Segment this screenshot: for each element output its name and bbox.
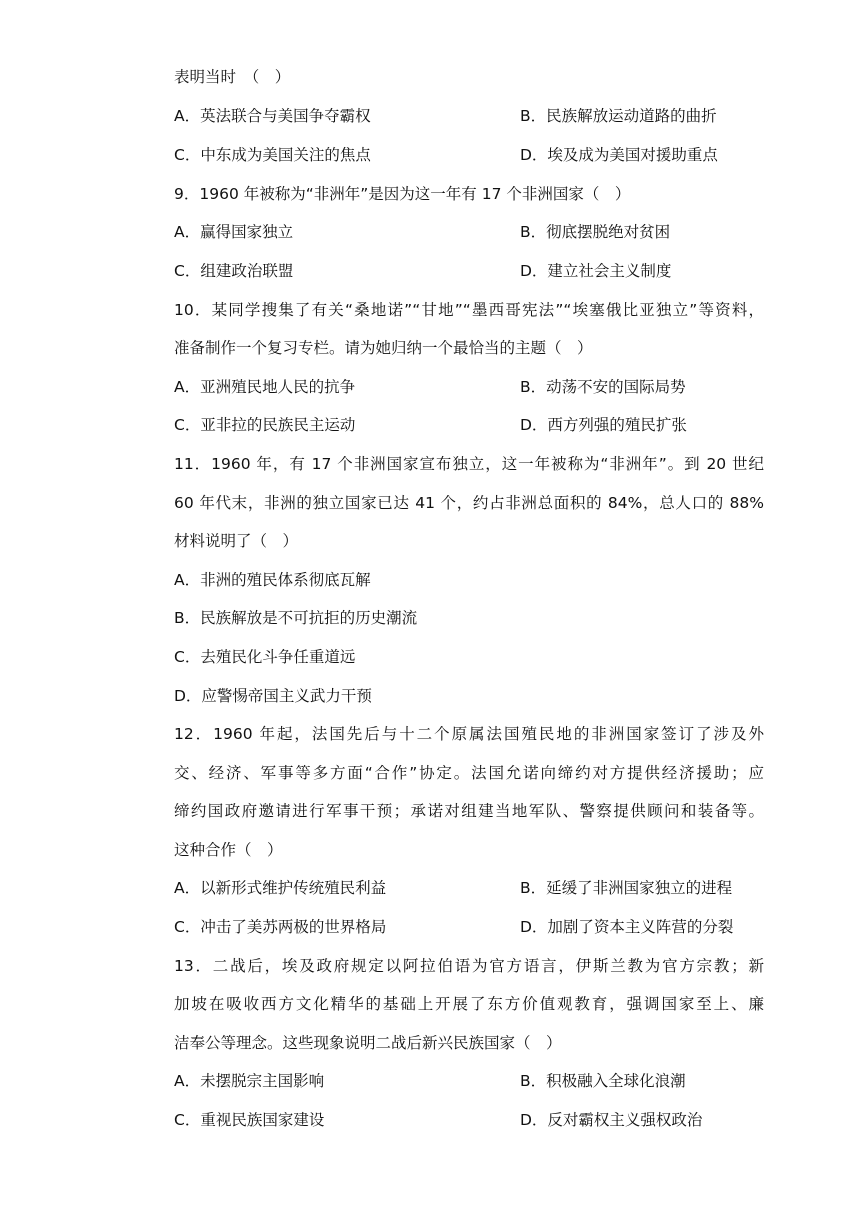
q12-stem-line-4: 这种合作（ ） — [174, 841, 283, 859]
q8-option-c: C．中东成为美国关注的焦点 — [174, 146, 371, 164]
q12-option-a: A．以新形式维护传统殖民利益 — [174, 879, 387, 897]
q10-option-c: C．亚非拉的民族民主运动 — [174, 416, 356, 434]
q9-option-b: B．彻底摆脱绝对贫困 — [520, 223, 671, 241]
q11-option-d: D．应警惕帝国主义武力干预 — [174, 687, 372, 705]
q13-option-d: D．反对霸权主义强权政治 — [520, 1111, 703, 1129]
q12-option-c: C．冲击了美苏两极的世界格局 — [174, 918, 387, 936]
q13-option-b: B．积极融入全球化浪潮 — [520, 1072, 686, 1090]
q11-option-b: B．民族解放是不可抗拒的历史潮流 — [174, 609, 418, 627]
q11-option-c: C．去殖民化斗争任重道远 — [174, 648, 356, 666]
q8-option-b: B．民族解放运动道路的曲折 — [520, 107, 717, 125]
q12-option-b: B．延缓了非洲国家独立的进程 — [520, 879, 733, 897]
q10-option-d: D．西方列强的殖民扩张 — [520, 416, 687, 434]
q12-option-d: D．加剧了资本主义阵营的分裂 — [520, 918, 734, 936]
q11-stem-line-3: 材料说明了（ ） — [174, 532, 299, 550]
q13-stem-line-3: 洁奉公等理念。这些现象说明二战后新兴民族国家（ ） — [174, 1034, 562, 1052]
q12-stem-line-1: 12．1960 年起，法国先后与十二个原属法国殖民地的非洲国家签订了涉及外 — [174, 725, 764, 743]
q11-option-a: A．非洲的殖民体系彻底瓦解 — [174, 571, 371, 589]
q13-option-a: A．未摆脱宗主国影响 — [174, 1072, 325, 1090]
q11-stem-line-2: 60 年代末，非洲的独立国家已达 41 个，约占非洲总面积的 84%，总人口的 88% — [174, 494, 764, 512]
q8-option-a: A．英法联合与美国争夺霸权 — [174, 107, 371, 125]
q9-option-d: D．建立社会主义制度 — [520, 262, 672, 280]
q8-stem-tail: 表明当时 （ ） — [174, 68, 291, 86]
q10-stem-line-2: 准备制作一个复习专栏。请为她归纳一个最恰当的主题（ ） — [174, 339, 593, 357]
q13-stem-line-1: 13．二战后，埃及政府规定以阿拉伯语为官方语言，伊斯兰教为官方宗教；新 — [174, 957, 764, 975]
q10-option-b: B．动荡不安的国际局势 — [520, 378, 686, 396]
q10-stem-line-1: 10．某同学搜集了有关“桑地诺”“甘地”“墨西哥宪法”“埃塞俄比亚独立”等资料， — [174, 301, 764, 319]
q8-option-d: D．埃及成为美国对援助重点 — [520, 146, 718, 164]
q9-stem: 9．1960 年被称为“非洲年”是因为这一年有 17 个非洲国家（ ） — [174, 185, 631, 203]
q11-stem-line-1: 11．1960 年，有 17 个非洲国家宣布独立，这一年被称为“非洲年”。到 20 世纪 — [174, 455, 764, 473]
q12-stem-line-3: 缔约国政府邀请进行军事干预；承诺对组建当地军队、警察提供顾问和装备等。 — [174, 802, 764, 820]
q13-stem-line-2: 加坡在吸收西方文化精华的基础上开展了东方价值观教育，强调国家至上、廉 — [174, 995, 764, 1013]
q12-stem-line-2: 交、经济、军事等多方面“合作”协定。法国允诺向缔约对方提供经济援助；应 — [174, 764, 764, 782]
q10-option-a: A．亚洲殖民地人民的抗争 — [174, 378, 356, 396]
q9-option-c: C．组建政治联盟 — [174, 262, 294, 280]
q13-option-c: C．重视民族国家建设 — [174, 1111, 325, 1129]
q9-option-a: A．赢得国家独立 — [174, 223, 294, 241]
